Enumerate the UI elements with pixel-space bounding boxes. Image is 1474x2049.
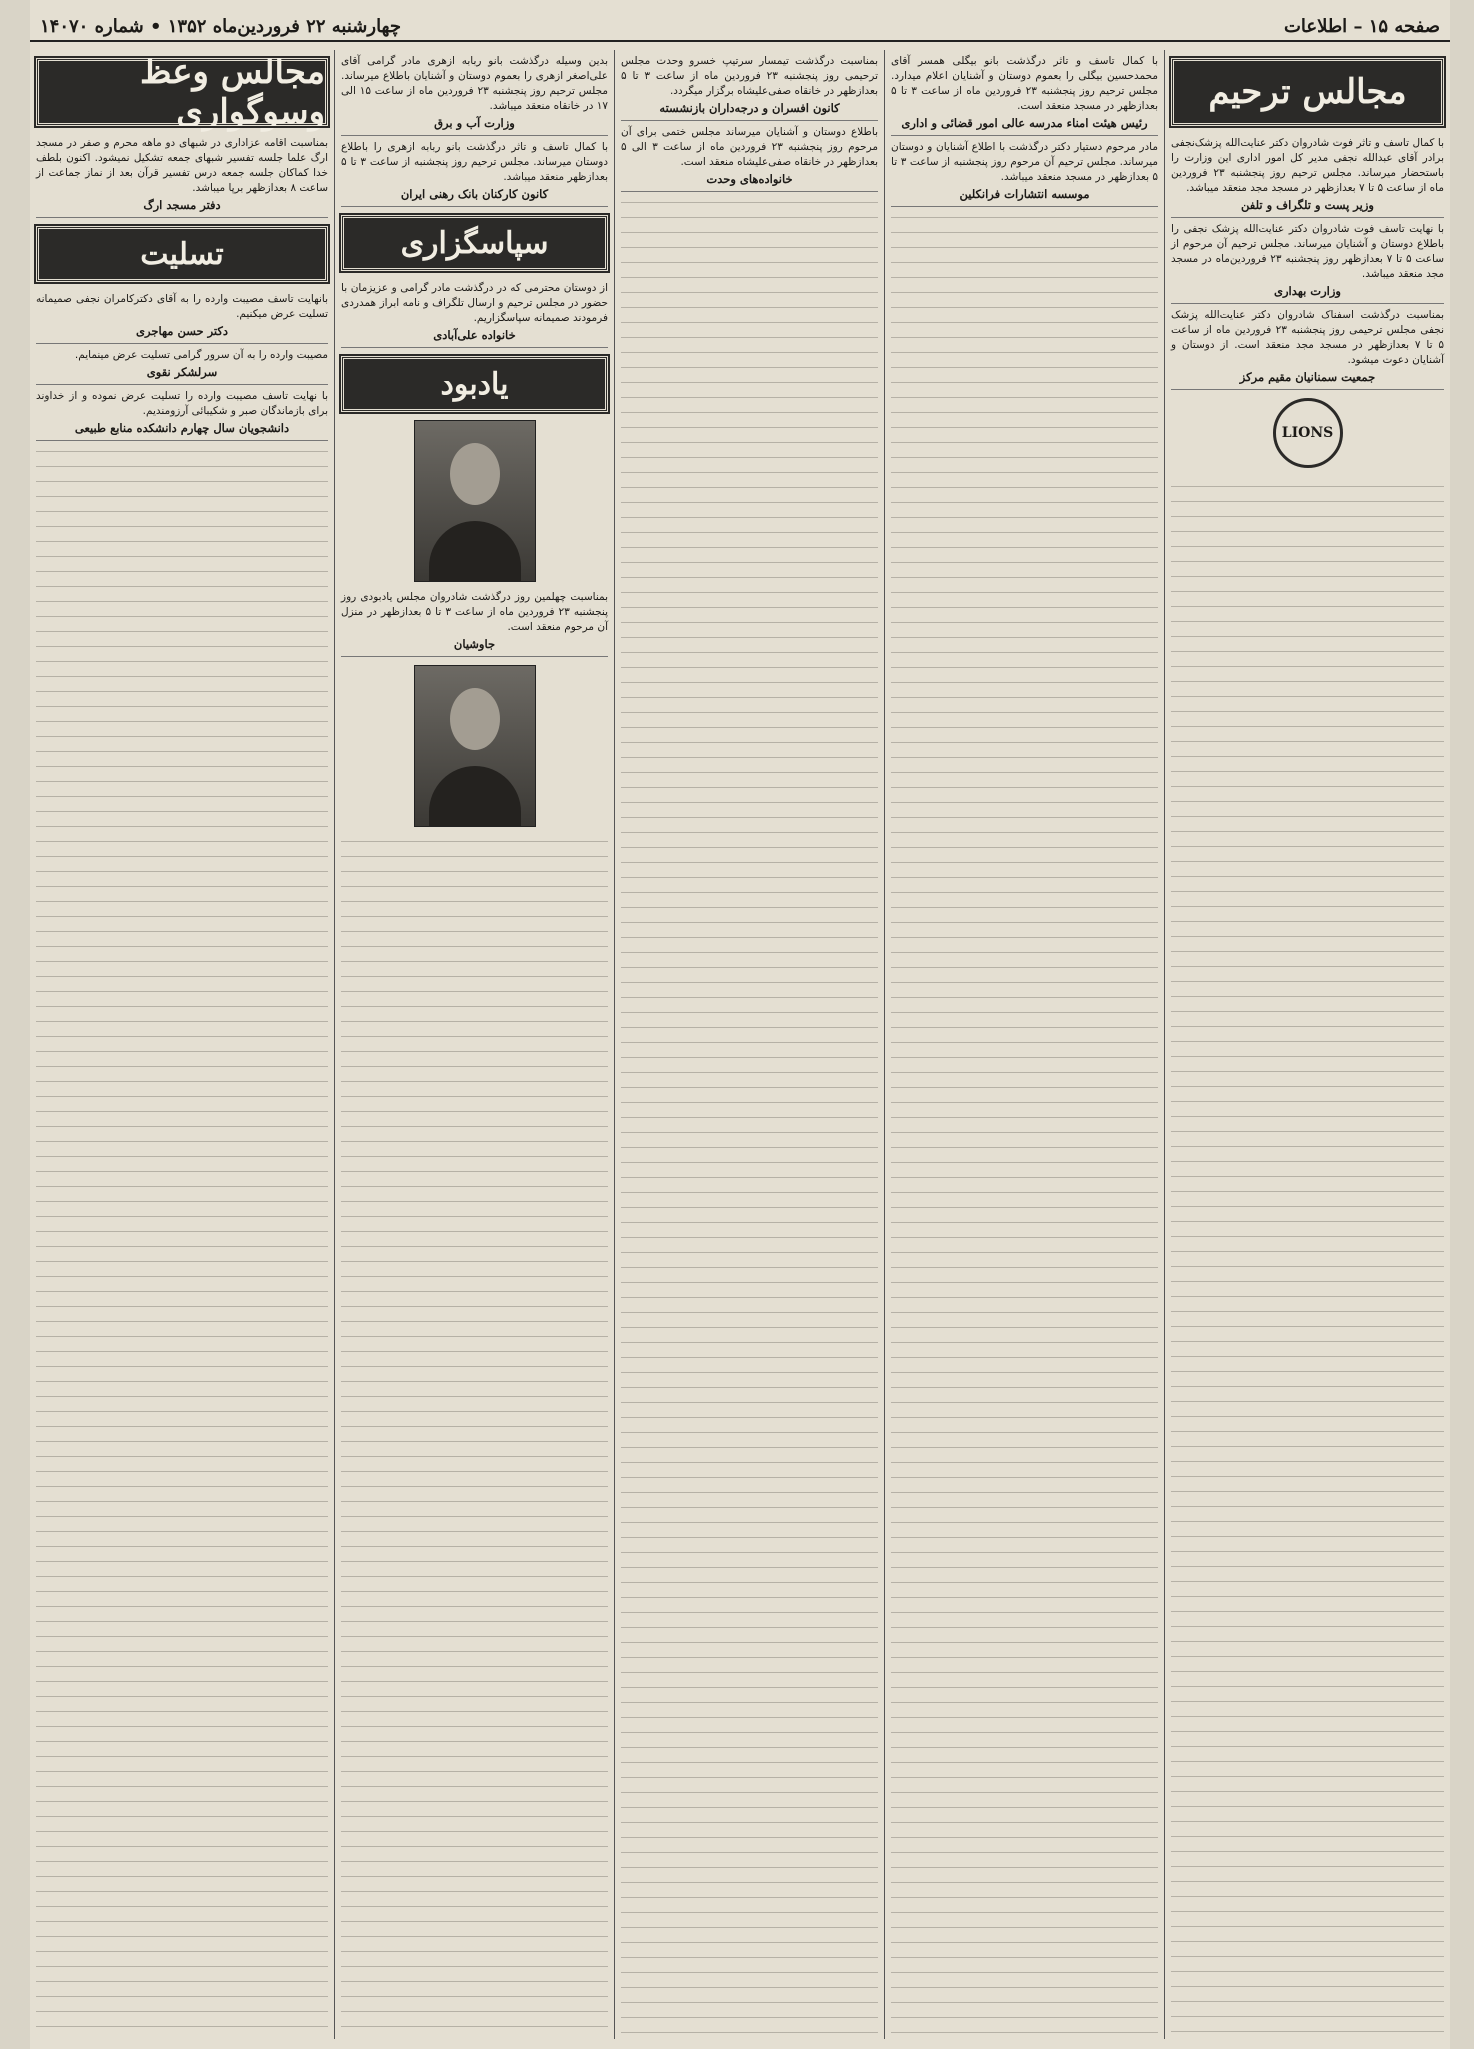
columns bbox=[30, 50, 1450, 2039]
column-5 bbox=[1164, 50, 1450, 2039]
text-columns bbox=[1171, 476, 1444, 2039]
portrait-photo bbox=[414, 665, 536, 827]
notice-text: با نهایت تاسف فوت شادروان دکتر عنایت‌الله پزشک نجفی را باطلاع دوستان و آشنایان میرساند. مجلس ترحیم آن مرحوم از ساعت ۵ تا ۷ بعدازظهر روز پنجشنبه ۲۳ فروردین‌ماه در مسجد مجد منعقد میباشد. bbox=[1171, 223, 1444, 280]
notice-text: باطلاع دوستان و آشنایان میرساند مجلس ختمی برای آن مرحوم روز پنجشنبه ۲۳ فروردین ماه از ساعت ۳ الی ۵ بعدازظهر در خانقاه صفی‌علیشاه منعقد است. bbox=[621, 126, 879, 168]
notice-signature: وزارت بهداری bbox=[1274, 284, 1341, 298]
notice-signature: دفتر مسجد ارگ bbox=[143, 198, 221, 212]
notice-text: با کمال تاسف و تاثر درگذشت بانو ربابه ازهری را باطلاع دوستان میرساند. مجلس ترحیم روز پنجشنبه از ساعت ۳ تا ۵ بعدازظهر منعقد میباشد. bbox=[341, 141, 609, 183]
notice bbox=[341, 50, 608, 136]
issue-date: چهارشنبه ۲۲ فروردین‌ماه ۱۳۵۲ • شماره ۱۴۰۷۰ bbox=[40, 15, 401, 37]
notice bbox=[341, 277, 608, 348]
text-columns bbox=[621, 192, 878, 2039]
notice bbox=[891, 50, 1158, 136]
notice bbox=[891, 136, 1158, 207]
section-banner-tarhim: مجالس ترحیم bbox=[1171, 58, 1444, 126]
notice-text: مادر مرحوم دستیار دکتر درگذشت با اطلاع آشنایان و دوستان میرساند. مجلس ترحیم آن مرحوم روز پنجشنبه از ساعت ۳ تا ۵ بعدازظهر در مسجد منعقد میباشد. bbox=[891, 141, 1158, 183]
notice bbox=[621, 50, 878, 121]
section-banner-tasliyat: تسلیت bbox=[36, 226, 328, 282]
notice-text: بمناسبت درگذشت اسفناک شادروان دکتر عنایت‌الله پزشک نجفی مجلس ترحیمی روز پنجشنبه ۲۳ فروردین ماه از ساعت ۵ تا ۷ بعدازظهر در مسجد مجد منعقد است. از دوستان و آشنایان دعوت میشود. bbox=[1171, 309, 1445, 366]
notice-signature: خانواده‌های وحدت bbox=[706, 172, 793, 186]
notice-signature: وزارت آب و برق bbox=[434, 116, 515, 130]
notice-text: بانهایت تاسف مصیبت وارده را به آقای دکترکامران نجفی صمیمانه تسلیت عرض میکنیم. bbox=[36, 293, 328, 320]
notice-text: مصیبت وارده را به آن سرور گرامی تسلیت عرض مینمایم. bbox=[74, 349, 328, 361]
notice-text: بدین وسیله درگذشت بانو ربابه ازهری مادر گرامی آقای علی‌اصغر ازهری را بعموم دوستان و آشنایان باطلاع میرساند. مجلس ترحیم روز پنجشنبه ۲۳ فروردین ماه از ساعت ۱۵ الی ۱۷ در خانقاه منعقد میباشد. bbox=[341, 55, 608, 112]
notice-signature: دانشجویان سال چهارم دانشکده منابع طبیعی bbox=[74, 421, 290, 435]
notice bbox=[1171, 304, 1444, 390]
section-banner-sepasgozari: سپاسگزاری bbox=[341, 215, 608, 271]
notice-signature: رئیس هیئت امناء مدرسه عالی امور قضائی و اداری bbox=[901, 116, 1148, 130]
notice-signature: خانواده علی‌آبادی bbox=[433, 328, 516, 342]
notice-text: با کمال تاسف و تاثر فوت شادروان دکتر عنایت‌الله پزشک‌نجفی برادر آقای عبدالله نجفی مدیر کل امور اداری این وزارت را باستحضار میرساند. مجلس ترحیم روز پنجشنبه ۲۳ فروردین ماه از ساعت ۵ تا ۷ بعدازظهر در مسجد مجد منعقد میباشد. bbox=[1171, 137, 1444, 194]
notice bbox=[1171, 132, 1444, 218]
notice-signature: کانون افسران و درجه‌داران بازنشسته bbox=[659, 101, 840, 115]
notice-signature: جمعیت سمنانیان مقیم مرکز bbox=[1239, 370, 1376, 384]
page-number-title: صفحه ۱۵ – اطلاعات bbox=[1283, 15, 1440, 37]
lions-club-logo: LIONS bbox=[1273, 398, 1343, 468]
section-banner-vaz: مجالس وعظ وسوگواری bbox=[36, 58, 328, 126]
text-columns bbox=[36, 441, 328, 2039]
text-columns bbox=[891, 207, 1158, 2039]
text-columns bbox=[341, 831, 608, 2039]
column-4 bbox=[884, 50, 1164, 2039]
notice-signature: کانون کارکنان بانک رهنی ایران bbox=[400, 187, 549, 201]
notice-signature: سرلشکر نقوی bbox=[146, 365, 218, 379]
column-2 bbox=[334, 50, 614, 2039]
notice-text: با نهایت تاسف مصیبت وارده را تسلیت عرض نموده و از خداوند برای بازماندگان صبر و شکیبائی آرزومندیم. bbox=[36, 390, 328, 417]
notice-signature: موسسه انتشارات فرانکلین bbox=[959, 187, 1090, 201]
notice-text: با کمال تاسف و تاثر درگذشت بانو بیگلی همسر آقای محمدحسین بیگلی را بعموم دوستان و آشنایان اعلام میدارد. مجلس ترحیم روز پنجشنبه ۲۳ فروردین ماه از ساعت ۳ تا ۵ بعدازظهر در مسجد منعقد است. bbox=[891, 55, 1158, 112]
notice bbox=[36, 344, 328, 385]
masthead bbox=[30, 12, 1450, 42]
notice-text: بمناسبت چهلمین روز درگذشت شادروان مجلس یادبودی روز پنجشنبه ۲۳ فروردین ماه از ساعت ۳ تا ۵ بعدازظهر در منزل آن مرحوم منعقد است. bbox=[341, 591, 609, 633]
notice-signature: جاوشیان bbox=[453, 637, 496, 651]
notice bbox=[36, 385, 328, 441]
notice-text: از دوستان محترمی که در درگذشت مادر گرامی و عزیزمان با حضور در مجلس ترحیم و ارسال تلگراف و نامه ابراز همدردی فرمودند صمیمانه سپاسگزاریم. bbox=[341, 282, 608, 324]
notice-signature: وزیر پست و تلگراف و تلفن bbox=[1241, 198, 1374, 212]
notice-signature: دکتر حسن مهاجری bbox=[136, 324, 228, 338]
portrait-photo bbox=[414, 420, 536, 582]
notice bbox=[36, 288, 328, 344]
notice bbox=[621, 121, 878, 192]
section-banner-yadbood: یادبود bbox=[341, 356, 608, 412]
column-1 bbox=[30, 50, 334, 2039]
newspaper-page bbox=[30, 0, 1450, 2049]
notice-text: بمناسبت درگذشت تیمسار سرتیپ خسرو وحدت مجلس ترحیمی روز پنجشنبه ۲۳ فروردین ماه از ساعت ۳ تا ۵ بعدازظهر در خانقاه صفی‌علیشاه برگزار میگردد. bbox=[621, 55, 879, 97]
notice bbox=[36, 132, 328, 218]
column-3 bbox=[614, 50, 884, 2039]
notice bbox=[341, 136, 608, 207]
notice bbox=[341, 586, 608, 657]
notice-text: بمناسبت اقامه عزاداری در شبهای دو ماهه محرم و صفر در مسجد ارگ علما جلسه تفسیر شبهای جمعه تشکیل نمیشود. اکنون بلطف خدا کماکان جلسه جمعه درس تفسیر قرآن بعد از نماز جماعت از ساعت ۸ بعدازظهر برپا میباشد. bbox=[36, 137, 328, 194]
notice bbox=[1171, 218, 1444, 304]
